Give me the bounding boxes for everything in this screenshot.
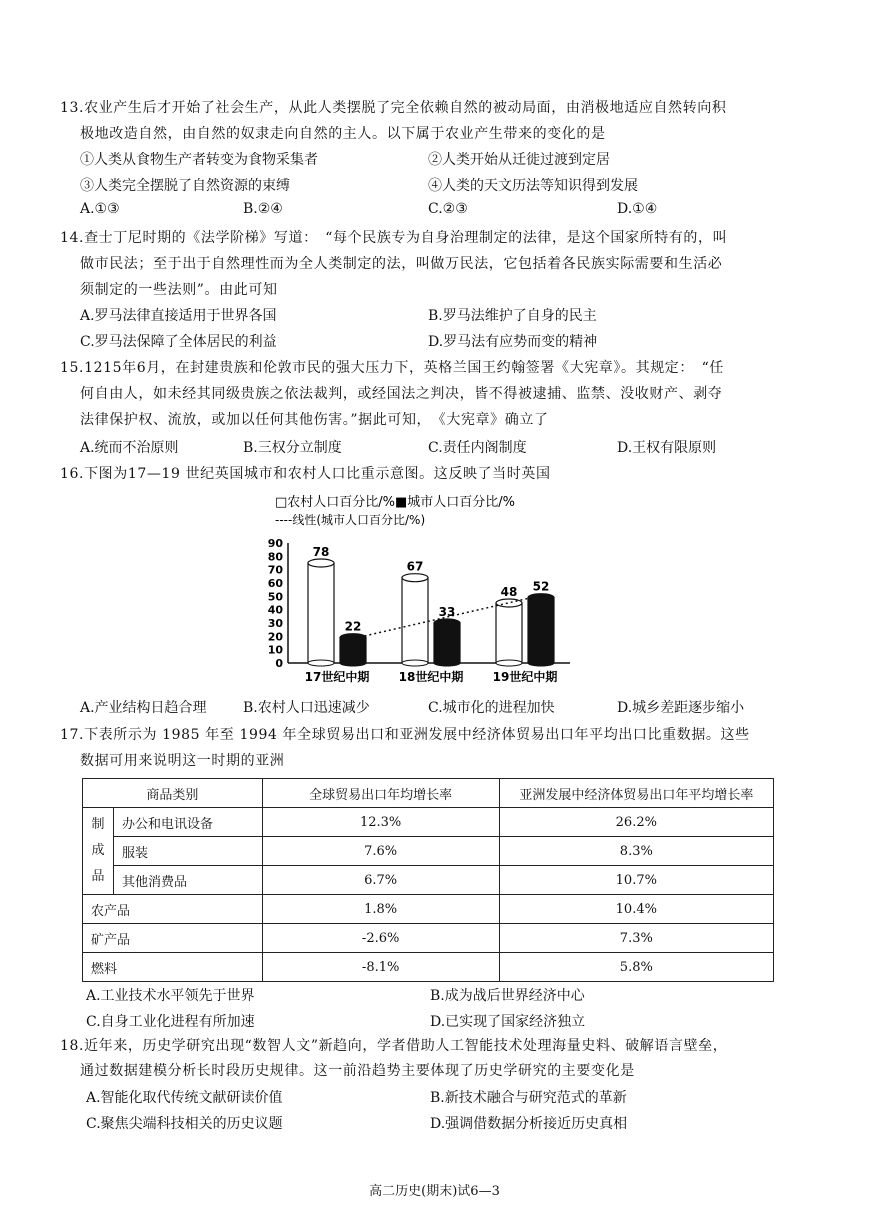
table-cell-asia: 10.4% <box>499 895 773 924</box>
chart-category-label: 17世纪中期 <box>304 670 370 684</box>
chart-bar-cap <box>402 574 428 582</box>
table-header-category: 商品类别 <box>83 779 263 808</box>
q16-option-c[interactable]: C.城市化的进程加快 <box>428 700 555 716</box>
table-row <box>83 808 774 837</box>
chart-legend-line2: ----线性(城市人口百分比/%) <box>275 513 426 527</box>
q15-option-d[interactable]: D.王权有限原则 <box>617 440 717 456</box>
population-chart <box>255 488 585 688</box>
chart-bar <box>308 563 334 663</box>
table-header-global: 全球贸易出口年均增长率 <box>262 779 499 808</box>
chart-y-tick-label: 50 <box>267 590 283 604</box>
chart-category-label: 18世纪中期 <box>398 670 464 684</box>
table-cell-category: 农产品 <box>83 895 263 924</box>
chart-bar-base <box>340 660 366 666</box>
q18-stem-line1: 18.近年来，历史学研究出现“数智人文”新趋向，学者借助人工智能技术处理海量史料、破解语言壁垒， <box>60 1038 728 1054</box>
q13-item-1: ①人类从食物生产者转变为食物采集者 <box>80 152 318 168</box>
q18-stem-line2: 通过数据建模分析长时段历史规律。这一前沿趋势主要体现了历史学研究的主要变化是 <box>80 1063 635 1079</box>
q18-option-b[interactable]: B.新技术融合与研究范式的革新 <box>430 1090 627 1106</box>
q17-option-a[interactable]: A.工业技术水平领先于世界 <box>86 988 255 1004</box>
chart-bar-base <box>434 660 460 666</box>
chart-bar <box>528 598 554 663</box>
chart-data-label: 67 <box>406 559 424 574</box>
chart-data-label: 78 <box>312 545 330 559</box>
chart-bar <box>402 578 428 663</box>
chart-data-label: 33 <box>438 605 456 619</box>
table-cell-asia: 7.3% <box>499 924 773 953</box>
chart-bar-base <box>308 660 334 666</box>
table-row <box>83 837 774 866</box>
table-cell-category: 矿产品 <box>83 924 263 953</box>
chart-bar-base <box>402 660 428 666</box>
q13-option-b[interactable]: B.②④ <box>243 201 283 217</box>
table-row <box>83 895 774 924</box>
q13-option-a[interactable]: A.①③ <box>80 201 120 217</box>
manufactured-group-label: 制 成 品 <box>83 808 114 895</box>
q13-stem-line1: 13.农业产生后才开始了社会生产，从此人类摆脱了完全依赖自然的被动局面，由消极地适应自然转向积 <box>60 100 727 116</box>
table-row <box>83 866 774 895</box>
q16-option-b[interactable]: B.农村人口迅速减少 <box>243 700 370 716</box>
q13-option-d[interactable]: D.①④ <box>617 201 658 217</box>
trade-table <box>82 778 774 982</box>
q18-option-a[interactable]: A.智能化取代传统文献研读价值 <box>86 1090 283 1106</box>
chart-bar-cap <box>496 599 522 607</box>
q16-option-a[interactable]: A.产业结构日趋合理 <box>80 700 207 716</box>
q14-stem-line2: 做市民法；至于出于自然理性而为全人类制定的法，叫做万民法，它包括着各民族实际需要和生活必 <box>80 256 723 272</box>
q17-stem-line2: 数据可用来说明这一时期的亚洲 <box>80 753 285 769</box>
q15-stem-line2: 何自由人，如未经其同级贵族之依法裁判，或经国法之判决，皆不得被逮捕、监禁、没收财产、剥夺 <box>80 386 723 402</box>
table-cell-asia: 26.2% <box>499 808 773 837</box>
q17-option-b[interactable]: B.成为战后世界经济中心 <box>430 988 585 1004</box>
q13-option-c[interactable]: C.②③ <box>428 201 468 217</box>
q18-option-c[interactable]: C.聚焦尖端科技相关的历史议题 <box>86 1116 283 1132</box>
chart-data-label: 48 <box>500 585 518 599</box>
chart-y-tick-label: 60 <box>267 577 283 590</box>
q14-option-b[interactable]: B.罗马法维护了自身的民主 <box>428 308 597 324</box>
chart-bar <box>496 603 522 663</box>
q14-option-c[interactable]: C.罗马法保障了全体居民的利益 <box>80 334 277 350</box>
q14-stem-line1: 14.查士丁尼时期的《法学阶梯》写道： “每个民族专为自身治理制定的法律，是这个国家所特有的，叫 <box>60 230 728 246</box>
chart-bar <box>434 623 460 663</box>
q13-item-2: ②人类开始从迁徙过渡到定居 <box>428 152 610 168</box>
q14-option-d[interactable]: D.罗马法有应势而变的精神 <box>428 334 598 350</box>
table-cell-global: 6.7% <box>262 866 499 895</box>
q13-item-3: ③人类完全摆脱了自然资源的束缚 <box>80 178 290 194</box>
q16-option-d[interactable]: D.城乡差距逐步缩小 <box>617 700 745 716</box>
table-cell-global: 12.3% <box>262 808 499 837</box>
chart-bars <box>308 559 554 666</box>
table-cell-category: 燃料 <box>83 953 263 982</box>
q17-option-d[interactable]: D.已实现了国家经济独立 <box>430 1014 586 1030</box>
table-cell-global: 7.6% <box>262 837 499 866</box>
table-cell-category: 其他消费品 <box>114 866 263 895</box>
chart-data-label: 52 <box>532 579 550 594</box>
q15-stem-line3: 法律保护权、流放，或加以任何其他伤害。”据此可知， 《大宪章》确立了 <box>80 412 549 428</box>
q14-option-a[interactable]: A.罗马法律直接适用于世界各国 <box>80 308 277 324</box>
table-cell-asia: 5.8% <box>499 953 773 982</box>
chart-y-tick-label: 0 <box>275 657 283 670</box>
q17-stem-line1: 17.下表所示为 1985 年至 1994 年全球贸易出口和亚洲发展中经济体贸易出口年平均出口比重数据。这些 <box>60 727 750 743</box>
q13-item-4: ④人类的天文历法等知识得到发展 <box>428 178 638 194</box>
chart-data-label: 22 <box>344 619 362 634</box>
table-cell-asia: 10.7% <box>499 866 773 895</box>
chart-bar-base <box>528 660 554 666</box>
chart-y-tick-label: 40 <box>267 603 283 617</box>
table-row <box>83 924 774 953</box>
q15-option-a[interactable]: A.统而不治原则 <box>80 440 179 456</box>
q14-stem-line3: 须制定的一些法则”。由此可知 <box>80 282 278 298</box>
table-header-row <box>83 779 774 808</box>
chart-legend-line1: □农村人口百分比/%■城市人口百分比/% <box>275 495 516 510</box>
chart-bar-base <box>496 660 522 666</box>
chart-y-tick-label: 90 <box>267 537 283 550</box>
q15-option-b[interactable]: B.三权分立制度 <box>243 440 342 456</box>
chart-y-tick-label: 70 <box>267 563 283 577</box>
q15-stem-line1: 15.1215年6月，在封建贵族和伦敦市民的强大压力下，英格兰国王约翰签署《大宪章》。其规定： “任 <box>60 360 724 376</box>
q18-option-d[interactable]: D.强调借数据分析接近历史真相 <box>430 1116 628 1132</box>
page-footer: 高二历史(期末)试6—3 <box>369 1184 500 1199</box>
chart-bar-cap <box>340 634 366 642</box>
chart-bar-cap <box>434 619 460 627</box>
table-row <box>83 953 774 982</box>
chart-y-tick-label: 10 <box>267 643 283 657</box>
q17-option-c[interactable]: C.自身工业化进程有所加速 <box>86 1014 255 1030</box>
table-cell-global: -8.1% <box>262 953 499 982</box>
table-header-asia: 亚洲发展中经济体贸易出口年平均增长率 <box>499 779 773 808</box>
chart-y-tick-label: 80 <box>267 550 283 564</box>
table-cell-global: -2.6% <box>262 924 499 953</box>
table-cell-global: 1.8% <box>262 895 499 924</box>
q13-stem-line2: 极地改造自然，由自然的奴隶走向自然的主人。以下属于农业产生带来的变化的是 <box>80 126 606 142</box>
chart-y-tick-label: 30 <box>267 617 283 630</box>
chart-y-tick-label: 20 <box>267 630 283 644</box>
chart-category-label: 19世纪中期 <box>492 670 558 684</box>
q15-option-c[interactable]: C.责任内阁制度 <box>428 440 527 456</box>
table-cell-asia: 8.3% <box>499 837 773 866</box>
table-cell-category: 服装 <box>114 837 263 866</box>
table-cell-category: 办公和电讯设备 <box>114 808 263 837</box>
q16-stem: 16.下图为17—19 世纪英国城市和农村人口比重示意图。这反映了当时英国 <box>60 466 551 482</box>
chart-bar-cap <box>308 559 334 567</box>
